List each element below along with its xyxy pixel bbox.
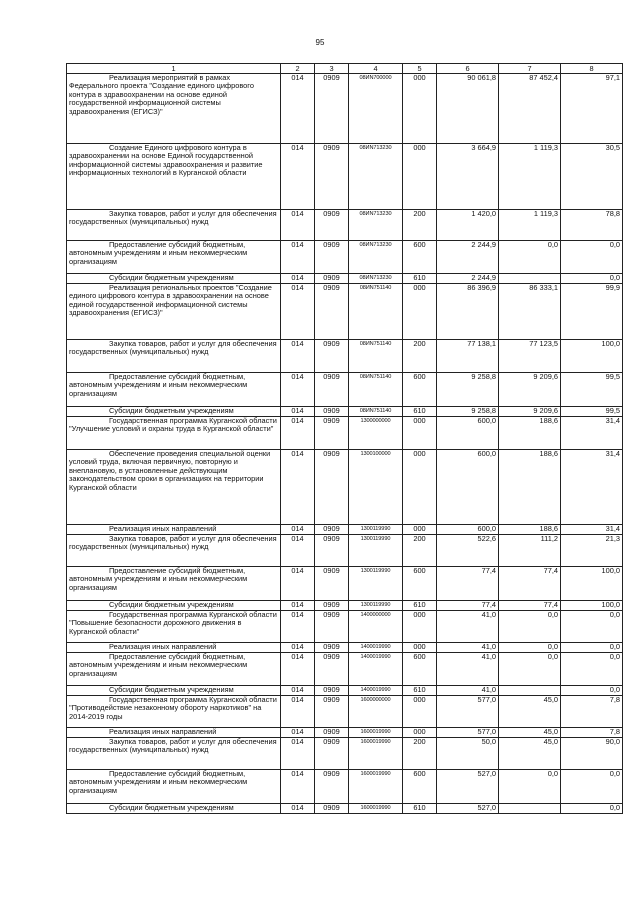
cell-admin-code: 014 xyxy=(281,74,315,144)
cell-planned-amount: 9 258,8 xyxy=(437,407,499,417)
cell-actual-amount: 45,0 xyxy=(499,738,561,770)
cell-execution-percent: 0,0 xyxy=(561,643,623,653)
cell-planned-amount: 41,0 xyxy=(437,611,499,643)
cell-name: Государственная программа Курганской области "Повышение безопасности дорожного движения в Курганской области" xyxy=(67,611,281,643)
cell-section-code: 0909 xyxy=(315,535,349,567)
cell-name: Закупка товаров, работ и услуг для обеспечения государственных (муниципальных) нужд xyxy=(67,738,281,770)
cell-planned-amount: 77,4 xyxy=(437,601,499,611)
cell-execution-percent: 0,0 xyxy=(561,611,623,643)
cell-expense-type: 610 xyxy=(403,601,437,611)
cell-name: Субсидии бюджетным учреждениям xyxy=(67,407,281,417)
cell-actual-amount: 77 123,5 xyxy=(499,340,561,373)
table-row xyxy=(67,804,623,814)
cell-planned-amount: 1 420,0 xyxy=(437,210,499,241)
cell-name: Государственная программа Курганской области "Улучшение условий и охраны труда в Курганской области" xyxy=(67,417,281,450)
table-row xyxy=(67,450,623,525)
column-header: 1 xyxy=(67,64,281,74)
table-row xyxy=(67,525,623,535)
cell-execution-percent: 0,0 xyxy=(561,274,623,284)
cell-planned-amount: 86 396,9 xyxy=(437,284,499,340)
cell-actual-amount: 0,0 xyxy=(499,653,561,686)
cell-name: Субсидии бюджетным учреждениям xyxy=(67,274,281,284)
table-row xyxy=(67,373,623,407)
cell-section-code: 0909 xyxy=(315,738,349,770)
cell-expense-type: 000 xyxy=(403,284,437,340)
table-body xyxy=(67,74,623,814)
cell-section-code: 0909 xyxy=(315,611,349,643)
cell-target-article: 08ИN713230 xyxy=(349,210,403,241)
cell-section-code: 0909 xyxy=(315,210,349,241)
cell-planned-amount: 600,0 xyxy=(437,417,499,450)
table-row xyxy=(67,567,623,601)
cell-admin-code: 014 xyxy=(281,653,315,686)
cell-admin-code: 014 xyxy=(281,535,315,567)
cell-expense-type: 600 xyxy=(403,373,437,407)
cell-section-code: 0909 xyxy=(315,525,349,535)
cell-name: Закупка товаров, работ и услуг для обеспечения государственных (муниципальных) нужд xyxy=(67,340,281,373)
cell-execution-percent: 99,9 xyxy=(561,284,623,340)
cell-section-code: 0909 xyxy=(315,340,349,373)
cell-planned-amount: 577,0 xyxy=(437,696,499,728)
table-row xyxy=(67,274,623,284)
cell-name: Субсидии бюджетным учреждениям xyxy=(67,804,281,814)
cell-expense-type: 600 xyxy=(403,567,437,601)
column-header: 3 xyxy=(315,64,349,74)
cell-expense-type: 600 xyxy=(403,241,437,274)
cell-name: Реализация мероприятий в рамках Федерального проекта "Создание единого цифрового контура в здравоохранении на основе единой государственной информационной системы здравоохранения (ЕГИСЗ)" xyxy=(67,74,281,144)
column-header: 7 xyxy=(499,64,561,74)
cell-name: Предоставление субсидий бюджетным, автономным учреждениям и иным некоммерческим организациям xyxy=(67,241,281,274)
cell-expense-type: 200 xyxy=(403,738,437,770)
cell-target-article: 08ИN713230 xyxy=(349,274,403,284)
cell-actual-amount: 86 333,1 xyxy=(499,284,561,340)
cell-admin-code: 014 xyxy=(281,373,315,407)
cell-expense-type: 000 xyxy=(403,74,437,144)
table-row xyxy=(67,407,623,417)
cell-actual-amount: 45,0 xyxy=(499,696,561,728)
cell-actual-amount: 9 209,6 xyxy=(499,407,561,417)
cell-admin-code: 014 xyxy=(281,407,315,417)
cell-planned-amount: 41,0 xyxy=(437,653,499,686)
cell-execution-percent: 100,0 xyxy=(561,601,623,611)
cell-actual-amount: 188,6 xyxy=(499,450,561,525)
cell-target-article: 08ИN751140 xyxy=(349,340,403,373)
cell-planned-amount: 600,0 xyxy=(437,525,499,535)
cell-execution-percent: 0,0 xyxy=(561,686,623,696)
cell-expense-type: 000 xyxy=(403,450,437,525)
cell-admin-code: 014 xyxy=(281,525,315,535)
cell-admin-code: 014 xyxy=(281,728,315,738)
cell-planned-amount: 41,0 xyxy=(437,686,499,696)
cell-section-code: 0909 xyxy=(315,407,349,417)
cell-actual-amount: 87 452,4 xyxy=(499,74,561,144)
cell-target-article: 1300119990 xyxy=(349,525,403,535)
cell-name: Государственная программа Курганской области "Противодействие незаконному обороту наркотиков" на 2014-2019 годы xyxy=(67,696,281,728)
cell-name: Субсидии бюджетным учреждениям xyxy=(67,686,281,696)
column-header: 4 xyxy=(349,64,403,74)
cell-actual-amount: 111,2 xyxy=(499,535,561,567)
cell-section-code: 0909 xyxy=(315,653,349,686)
cell-expense-type: 000 xyxy=(403,525,437,535)
column-header: 6 xyxy=(437,64,499,74)
column-header: 8 xyxy=(561,64,623,74)
table-row xyxy=(67,770,623,804)
table-row xyxy=(67,144,623,210)
cell-expense-type: 600 xyxy=(403,653,437,686)
cell-section-code: 0909 xyxy=(315,567,349,601)
cell-execution-percent: 90,0 xyxy=(561,738,623,770)
cell-admin-code: 014 xyxy=(281,567,315,601)
cell-expense-type: 200 xyxy=(403,210,437,241)
column-header: 5 xyxy=(403,64,437,74)
cell-name: Реализация иных направлений xyxy=(67,643,281,653)
cell-actual-amount: 1 119,3 xyxy=(499,144,561,210)
table-row xyxy=(67,643,623,653)
cell-name: Реализация иных направлений xyxy=(67,728,281,738)
cell-planned-amount: 90 061,8 xyxy=(437,74,499,144)
cell-target-article: 1600019990 xyxy=(349,738,403,770)
cell-expense-type: 610 xyxy=(403,274,437,284)
cell-execution-percent: 31,4 xyxy=(561,417,623,450)
cell-actual-amount: 0,0 xyxy=(499,611,561,643)
cell-expense-type: 000 xyxy=(403,417,437,450)
cell-section-code: 0909 xyxy=(315,696,349,728)
cell-admin-code: 014 xyxy=(281,210,315,241)
cell-admin-code: 014 xyxy=(281,417,315,450)
cell-execution-percent: 0,0 xyxy=(561,804,623,814)
cell-target-article: 1300119990 xyxy=(349,601,403,611)
cell-actual-amount: 1 119,3 xyxy=(499,210,561,241)
cell-target-article: 1400019990 xyxy=(349,653,403,686)
cell-section-code: 0909 xyxy=(315,274,349,284)
cell-planned-amount: 77 138,1 xyxy=(437,340,499,373)
cell-actual-amount: 77,4 xyxy=(499,567,561,601)
cell-execution-percent: 7,8 xyxy=(561,728,623,738)
cell-section-code: 0909 xyxy=(315,804,349,814)
cell-target-article: 1400019990 xyxy=(349,643,403,653)
cell-target-article: 1600000000 xyxy=(349,696,403,728)
cell-execution-percent: 31,4 xyxy=(561,525,623,535)
cell-target-article: 08ИN713230 xyxy=(349,144,403,210)
table-row xyxy=(67,653,623,686)
cell-planned-amount: 527,0 xyxy=(437,770,499,804)
cell-target-article: 1300000000 xyxy=(349,417,403,450)
cell-actual-amount xyxy=(499,274,561,284)
cell-execution-percent: 0,0 xyxy=(561,770,623,804)
cell-admin-code: 014 xyxy=(281,284,315,340)
cell-execution-percent: 100,0 xyxy=(561,567,623,601)
cell-execution-percent: 0,0 xyxy=(561,653,623,686)
cell-expense-type: 200 xyxy=(403,535,437,567)
cell-section-code: 0909 xyxy=(315,74,349,144)
cell-target-article: 08ИN751140 xyxy=(349,407,403,417)
cell-execution-percent: 30,5 xyxy=(561,144,623,210)
cell-name: Предоставление субсидий бюджетным, автономным учреждениям и иным некоммерческим организациям xyxy=(67,373,281,407)
cell-execution-percent: 78,8 xyxy=(561,210,623,241)
cell-expense-type: 000 xyxy=(403,611,437,643)
cell-section-code: 0909 xyxy=(315,373,349,407)
cell-expense-type: 000 xyxy=(403,144,437,210)
cell-target-article: 1400019990 xyxy=(349,686,403,696)
cell-admin-code: 014 xyxy=(281,450,315,525)
cell-admin-code: 014 xyxy=(281,601,315,611)
cell-name: Реализация региональных проектов "Создание единого цифрового контура в здравоохранении на основе единой государственной информационной системы здравоохранения (ЕГИСЗ)" xyxy=(67,284,281,340)
cell-name: Закупка товаров, работ и услуг для обеспечения государственных (муниципальных) нужд xyxy=(67,535,281,567)
cell-admin-code: 014 xyxy=(281,643,315,653)
cell-execution-percent: 7,8 xyxy=(561,696,623,728)
cell-target-article: 08ИN713230 xyxy=(349,241,403,274)
cell-actual-amount: 0,0 xyxy=(499,241,561,274)
table-row xyxy=(67,417,623,450)
cell-admin-code: 014 xyxy=(281,340,315,373)
cell-planned-amount: 2 244,9 xyxy=(437,241,499,274)
cell-admin-code: 014 xyxy=(281,241,315,274)
cell-admin-code: 014 xyxy=(281,274,315,284)
cell-admin-code: 014 xyxy=(281,738,315,770)
cell-expense-type: 610 xyxy=(403,804,437,814)
cell-section-code: 0909 xyxy=(315,450,349,525)
table-row xyxy=(67,284,623,340)
cell-planned-amount: 41,0 xyxy=(437,643,499,653)
cell-planned-amount: 522,6 xyxy=(437,535,499,567)
table-row xyxy=(67,74,623,144)
cell-name: Субсидии бюджетным учреждениям xyxy=(67,601,281,611)
cell-name: Обеспечение проведения специальной оценки условий труда, включая первичную, повторную и внеплановую, в установленные действующим законодательством сроки в организациях на территории Курганской области xyxy=(67,450,281,525)
cell-actual-amount: 188,6 xyxy=(499,417,561,450)
cell-actual-amount xyxy=(499,804,561,814)
cell-actual-amount: 9 209,6 xyxy=(499,373,561,407)
cell-target-article: 08ИN751140 xyxy=(349,373,403,407)
cell-name: Закупка товаров, работ и услуг для обеспечения государственных (муниципальных) нужд xyxy=(67,210,281,241)
cell-expense-type: 000 xyxy=(403,696,437,728)
cell-planned-amount: 600,0 xyxy=(437,450,499,525)
cell-section-code: 0909 xyxy=(315,144,349,210)
cell-admin-code: 014 xyxy=(281,144,315,210)
cell-section-code: 0909 xyxy=(315,241,349,274)
budget-table xyxy=(66,63,623,814)
cell-planned-amount: 577,0 xyxy=(437,728,499,738)
cell-actual-amount: 77,4 xyxy=(499,601,561,611)
table-row xyxy=(67,340,623,373)
cell-admin-code: 014 xyxy=(281,611,315,643)
cell-target-article: 1300119990 xyxy=(349,535,403,567)
cell-target-article: 1300119990 xyxy=(349,567,403,601)
cell-actual-amount: 188,6 xyxy=(499,525,561,535)
cell-planned-amount: 77,4 xyxy=(437,567,499,601)
cell-section-code: 0909 xyxy=(315,770,349,804)
cell-expense-type: 000 xyxy=(403,643,437,653)
cell-name: Предоставление субсидий бюджетным, автономным учреждениям и иным некоммерческим организациям xyxy=(67,770,281,804)
cell-expense-type: 000 xyxy=(403,728,437,738)
cell-section-code: 0909 xyxy=(315,601,349,611)
cell-admin-code: 014 xyxy=(281,686,315,696)
table-row xyxy=(67,210,623,241)
cell-section-code: 0909 xyxy=(315,728,349,738)
table-row xyxy=(67,728,623,738)
cell-execution-percent: 97,1 xyxy=(561,74,623,144)
table-row xyxy=(67,535,623,567)
cell-actual-amount: 0,0 xyxy=(499,643,561,653)
cell-actual-amount: 45,0 xyxy=(499,728,561,738)
cell-admin-code: 014 xyxy=(281,804,315,814)
cell-section-code: 0909 xyxy=(315,643,349,653)
cell-name: Создание Единого цифрового контура в здравоохранении на основе Единой государственной информационной системы здравоохранения и развитие информационных технологий в Курганской области xyxy=(67,144,281,210)
cell-planned-amount: 3 664,9 xyxy=(437,144,499,210)
cell-expense-type: 610 xyxy=(403,407,437,417)
cell-actual-amount xyxy=(499,686,561,696)
cell-planned-amount: 9 258,8 xyxy=(437,373,499,407)
cell-target-article: 1600019990 xyxy=(349,770,403,804)
header-row xyxy=(67,64,623,74)
cell-target-article: 1600019990 xyxy=(349,728,403,738)
cell-actual-amount: 0,0 xyxy=(499,770,561,804)
cell-name: Предоставление субсидий бюджетным, автономным учреждениям и иным некоммерческим организациям xyxy=(67,653,281,686)
table-row xyxy=(67,738,623,770)
table-row xyxy=(67,686,623,696)
cell-target-article: 1300100000 xyxy=(349,450,403,525)
cell-execution-percent: 99,5 xyxy=(561,373,623,407)
column-header: 2 xyxy=(281,64,315,74)
cell-target-article: 08ИN700000 xyxy=(349,74,403,144)
cell-admin-code: 014 xyxy=(281,696,315,728)
cell-expense-type: 600 xyxy=(403,770,437,804)
table-row xyxy=(67,601,623,611)
cell-target-article: 1600019990 xyxy=(349,804,403,814)
cell-admin-code: 014 xyxy=(281,770,315,804)
cell-planned-amount: 50,0 xyxy=(437,738,499,770)
cell-target-article: 08ИN751140 xyxy=(349,284,403,340)
cell-expense-type: 610 xyxy=(403,686,437,696)
cell-planned-amount: 2 244,9 xyxy=(437,274,499,284)
cell-section-code: 0909 xyxy=(315,284,349,340)
cell-execution-percent: 0,0 xyxy=(561,241,623,274)
cell-target-article: 1400000000 xyxy=(349,611,403,643)
cell-expense-type: 200 xyxy=(403,340,437,373)
cell-section-code: 0909 xyxy=(315,417,349,450)
table-row xyxy=(67,611,623,643)
cell-execution-percent: 21,3 xyxy=(561,535,623,567)
table-row xyxy=(67,696,623,728)
cell-name: Предоставление субсидий бюджетным, автономным учреждениям и иным некоммерческим организациям xyxy=(67,567,281,601)
table-row xyxy=(67,241,623,274)
cell-execution-percent: 31,4 xyxy=(561,450,623,525)
cell-name: Реализация иных направлений xyxy=(67,525,281,535)
cell-planned-amount: 527,0 xyxy=(437,804,499,814)
cell-execution-percent: 99,5 xyxy=(561,407,623,417)
cell-section-code: 0909 xyxy=(315,686,349,696)
cell-execution-percent: 100,0 xyxy=(561,340,623,373)
page-number: 95 xyxy=(315,38,325,47)
